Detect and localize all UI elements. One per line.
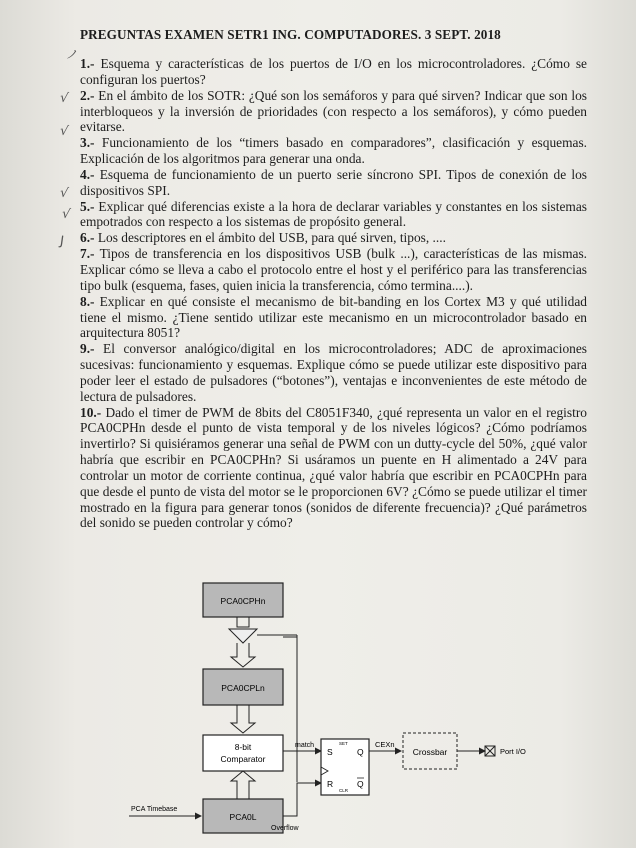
pwm-block-diagram xyxy=(125,577,545,845)
question-4: 4.- Esquema de funcionamiento de un puerto serie síncrono SPI. Tipos de conexión de los dispositivos SPI. xyxy=(80,166,587,198)
reload-line xyxy=(283,637,297,727)
sr-clr-label: CLR xyxy=(339,788,349,793)
comparator-label-1: 8-bit xyxy=(234,742,252,752)
check-mark-icon: √ xyxy=(60,206,72,223)
pca0cphn-label: PCA0CPHn xyxy=(220,596,266,606)
question-5: 5.- Explicar qué diferencias existe a la hora de declarar variables y constantes en los sistemas empotrados con respecto a los sistemas de propósito general. xyxy=(80,198,587,230)
sr-s-label: S xyxy=(327,747,333,757)
check-mark-icon: J xyxy=(58,233,65,250)
check-mark-icon: √ xyxy=(58,185,70,202)
port-label: Port I/O xyxy=(500,747,526,756)
crossbar-label: Crossbar xyxy=(412,747,448,757)
sr-qbar-label: Q xyxy=(357,779,364,789)
question-7: 7.- Tipos de transferencia en los dispositivos USB (bulk ...), características de las mismas. Explicar cómo se lleva a cabo el protocolo entre el host y el periférico para las transferencias tipo bulk (esquema, fases, quien inicia la transferencia, cómo termina....). xyxy=(80,246,587,293)
check-mark-icon: ノ xyxy=(64,47,80,64)
question-9: 9.- El conversor analógico/digital en los microcontroladores; ADC de aproximaciones sucesivas: funcionamiento y esquemas. Explique cómo se puede utilizar este dispositivo para poder leer el estado de pulsadores (“botones”), ventajas e inconvenientes de este método de lectura de pulsadores. xyxy=(80,341,587,404)
check-mark-icon: √ xyxy=(58,123,70,140)
question-10: 10.- Dado el timer de PWM de 8bits del C8051F340, ¿qué representa un valor en el registro PCA0CPHn desde el punto de vista temporal y de los niveles lógicos? ¿Cómo podríamos invertirlo? Si quisiéramos generar una señal de PWM con un dutty-cycle del 50%, ¿qué valor habría que escribir en PCA0CPHn? Si usáramos un puente en H alimentado a 24V para controlar un motor de corriente continua, ¿qué valor habría que escribir en PCA0CPHn para que desde el punto de vista del motor se le proporcionen 6V? ¿Cómo se puede utilizar el timer mostrado en la figura para generar tonos (sonidos de diferente frecuencia)? ¿Qué parámetros del sonido se pueden controlar y cómo? xyxy=(80,404,587,531)
page-title: PREGUNTAS EXAMEN SETR1 ING. COMPUTADORES. 3 SEPT. 2018 xyxy=(80,27,501,42)
bus-arrow xyxy=(237,617,249,627)
comparator-box xyxy=(203,735,283,771)
question-2: 2.- En el ámbito de los SOTR: ¿Qué son los semáforos y para qué sirven? Indicar que son los interbloqueos y la inversión de prioridades (con respecto a los semáforos), y cómo pueden evitarse. xyxy=(80,87,587,135)
cex-label: CEXn xyxy=(375,740,395,749)
question-1: 1.- Esquema y características de los puertos de I/O en los microcontroladores. ¿Cómo se configuran los puertos? xyxy=(80,56,587,87)
question-list xyxy=(80,56,587,531)
sr-set-label: SET xyxy=(339,741,348,746)
pwm-diagram-svg xyxy=(125,577,545,845)
comparator-label-2: Comparator xyxy=(220,754,266,764)
bus-arrow xyxy=(231,643,255,667)
pca0cpln-label: PCA0CPLn xyxy=(221,683,265,693)
overflow-line xyxy=(283,783,321,816)
mux-triangle xyxy=(229,629,257,643)
question-3: 3.- Funcionamiento de los “timers basado en comparadores”, clasificación y esquemas. Explicación de los algoritmos para generar una onda. xyxy=(80,135,587,167)
sr-r-label: R xyxy=(327,779,334,789)
overflow-label: Overflow xyxy=(271,825,299,832)
pca0l-label: PCA0L xyxy=(229,812,257,822)
bus-arrow xyxy=(231,705,255,733)
question-8: 8.- Explicar en qué consiste el mecanismo de bit-banding en los Cortex M3 y qué utilidad tiene el mismo. ¿Tiene sentido utilizar este mecanismo en un microcontrolador basado en arquitectura 8051? xyxy=(80,293,587,341)
check-mark-icon: √ xyxy=(58,90,70,107)
sr-q-label: Q xyxy=(357,747,364,757)
match-label: match xyxy=(295,742,315,749)
question-6: 6.- Los descriptores en el ámbito del USB, para qué sirven, tipos, .... xyxy=(80,230,446,246)
timebase-label: PCA Timebase xyxy=(131,806,178,813)
bus-arrow xyxy=(231,771,255,799)
